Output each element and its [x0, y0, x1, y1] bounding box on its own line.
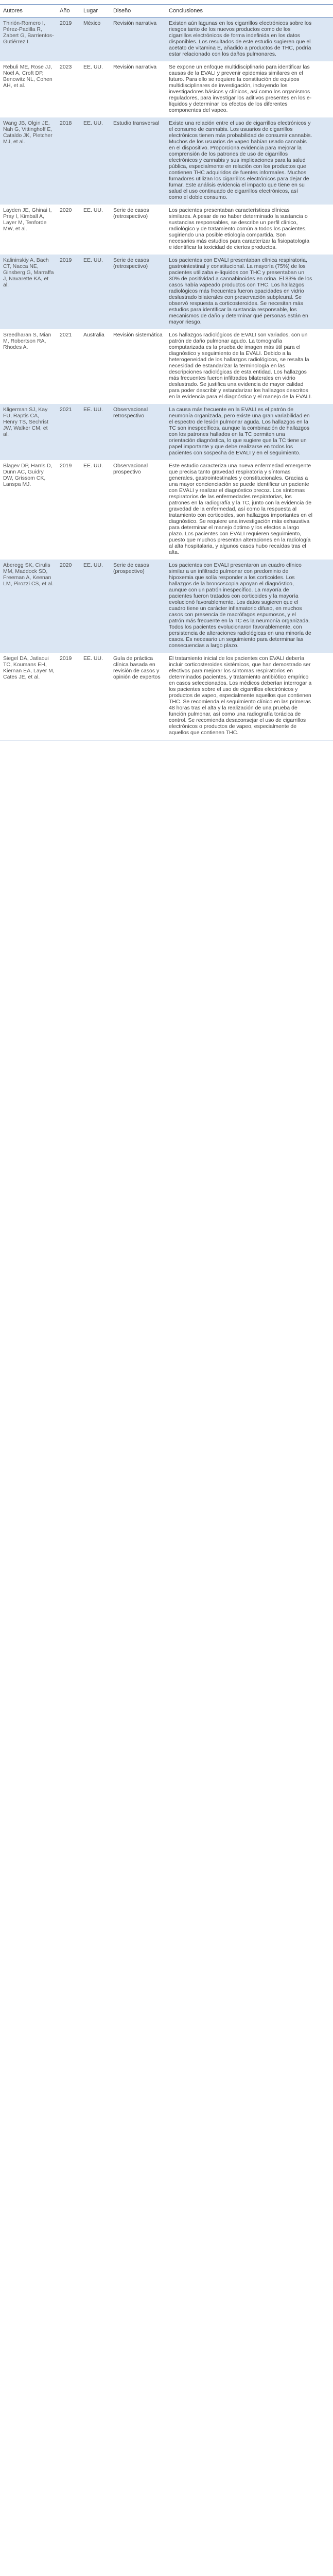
cell-conclusions: Este estudio caracteriza una nueva enfermedad emergente que precisa tanto gravedad respiratoria y síntomas generales, gastrointestinales y constitucionales. Gracias a una mayor concienciación se puede identificar un paciente con EVALI y realizar el diagnóstico precoz. Los síntomas respiratorios de las enfermedades respiratorias, los patrones en la radiografía y la TC, junto con la evidencia de gravedad de la enfermedad, así como la respuesta al tratamiento con corticoides, son hallazgos importantes en el diagnóstico. Se requiere una investigación más exhaustiva para determinar el manejo óptimo y los efectos a largo plazo. Los pacientes con EVALI requieren seguimiento, puesto que muchos presentan alteraciones en la radiología al alta hospitalaria, y algunos casos hubo recaídas tras el alta. — [166, 460, 333, 560]
table-row — [0, 61, 333, 117]
cell-authors: Thirión-Romero I, Pérez-Padilla R, Zabert G, Barrientos-Gutiérrez I. — [0, 18, 57, 62]
cell-conclusions: Existen aún lagunas en los cigarrillos electrónicos sobre los riesgos tanto de los nuevos productos como de los cigarrillos electrónicos de forma indefinida en los datos disponibles. Los resultados de este estudio sugieren que el acetato de vitamina E, añadido a productos de THC, podría estar relacionado con los daños pulmonares. — [166, 18, 333, 62]
cell-authors: Aberegg SK, Cirulis MM, Maddock SD, Freeman A, Keenan LM, Pirozzi CS, et al. — [0, 560, 57, 653]
cell-design: Revisión narrativa — [110, 18, 166, 62]
table-header — [0, 5, 333, 18]
cell-conclusions: Se expone un enfoque multidisciplinario para identificar las causas de la EVALI y prevenir epidemias similares en el futuro. Para ello se requiere la constitución de equipos multidisciplinares de investigación, incluyendo los investigadores básicos y clínicos, así como los organismos reguladores, para investigar los aditivos presentes en los e-líquidos y determinar los efectos de los diferentes componentes del vapeo. — [166, 61, 333, 117]
cell-conclusions: Los pacientes con EVALI presentaron un cuadro clínico similar a un infiltrado pulmonar con predominio de hipoxemia que solía responder a los corticoides. Los hallazgos de la broncoscopia apoyan el diagnóstico, aunque con un patrón inespecífico. La mayoría de pacientes fueron tratados con corticoides y la mayoría evolucionó favorablemente. Los datos sugieren que el cuadro tiene un carácter inflamatorio difuso, en muchos casos con presencia de macrófagos espumosos, y el patrón más frecuente en la TC es la neumonía organizada. Todos los pacientes evolucionaron favorablemente, con persistencia de alteraciones radiológicas en una minoría de casos. Es necesario un seguimiento para determinar las consecuencias a largo plazo. — [166, 560, 333, 653]
cell-authors: Wang JB, Olgin JE, Nah G, Vittinghoff E, Cataldo JK, Pletcher MJ, et al. — [0, 117, 57, 205]
cell-authors: Kligerman SJ, Kay FU, Raptis CA, Henry TS, Sechrist JW, Walker CM, et al. — [0, 404, 57, 460]
header-authors: Autores — [0, 5, 57, 18]
cell-design: Serie de casos (retrospectivo) — [110, 205, 166, 255]
cell-design: Serie de casos (prospectivo) — [110, 560, 166, 653]
cell-conclusions: El tratamiento inicial de los pacientes con EVALI debería incluir corticosteroides sistémicos, que han demostrado ser efectivos para mejorar los síntomas respiratorios en determinados pacientes, y tratamiento antibiótico empírico en casos seleccionados. Los médicos deberían interrogar a los pacientes sobre el uso de cigarrillos electrónicos y productos de vapeo, especialmente aquellos que contienen THC. Se recomienda el seguimiento clínico en las primeras 48 horas tras el alta y la realización de una prueba de función pulmonar, así como una radiografía torácica de control. Se recomienda desaconsejar el uso de cigarrillos electrónicos o productos de vapeo, especialmente de aquellos que contienen THC. — [166, 653, 333, 740]
table-row — [0, 653, 333, 740]
cell-design: Revisión sistemática — [110, 329, 166, 404]
header-conclusions: Conclusiones — [166, 5, 333, 18]
cell-place: EE. UU. — [80, 61, 110, 117]
header-design: Diseño — [110, 5, 166, 18]
cell-year: 2019 — [57, 460, 80, 560]
cell-authors: Kalininskiy A, Bach CT, Nacca NE, Ginsberg G, Marraffa J, Navarette KA, et al. — [0, 255, 57, 329]
cell-place: EE. UU. — [80, 205, 110, 255]
table-row — [0, 255, 333, 329]
cell-design: Estudio transversal — [110, 117, 166, 205]
cell-year: 2019 — [57, 653, 80, 740]
cell-authors: Sreedharan S, Mian M, Robertson RA, Rhodes A. — [0, 329, 57, 404]
cell-authors: Siegel DA, Jatlaoui TC, Koumans EH, Kiernan EA, Layer M, Cates JE, et al. — [0, 653, 57, 740]
table-row — [0, 117, 333, 205]
cell-place: EE. UU. — [80, 653, 110, 740]
table-row — [0, 329, 333, 404]
cell-place: EE. UU. — [80, 404, 110, 460]
cell-place: EE. UU. — [80, 255, 110, 329]
cell-year: 2020 — [57, 560, 80, 653]
literature-table — [0, 4, 333, 740]
header-year: Año — [57, 5, 80, 18]
cell-year: 2019 — [57, 18, 80, 62]
cell-year: 2018 — [57, 117, 80, 205]
cell-place: EE. UU. — [80, 460, 110, 560]
cell-conclusions: Existe una relación entre el uso de cigarrillos electrónicos y el consumo de cannabis. Los usuarios de cigarrillos electrónicos tienen más probabilidad de consumir cannabis. Muchos de los usuarios de vapeo habían usado cannabis en el dispositivo. Proporciona evidencia para mejorar la comprensión de los patrones de uso de cigarrillos electrónicos y cannabis y sus implicaciones para la salud pública, especialmente en relación con los productos que contienen THC adquiridos de fuentes informales. Muchos fumadores utilizan los cigarrillos electrónicos para dejar de fumar. Este análisis evidencia el impacto que tiene en su salud el uso continuado de cigarrillos electrónicos, así como el doble consumo. — [166, 117, 333, 205]
cell-conclusions: Los pacientes presentaban características clínicas similares. A pesar de no haber determinado la sustancia o sustancias responsables, se describe un perfil clínico, radiológico y de tratamiento común a todos los pacientes, sugiriendo una posible etiología compartida. Son necesarios más estudios para caracterizar la fisiopatología e identificar la toxicidad de ciertos productos. — [166, 205, 333, 255]
cell-year: 2021 — [57, 404, 80, 460]
document-page — [0, 0, 333, 740]
cell-conclusions: La causa más frecuente en la EVALI es el patrón de neumonía organizada, pero existe una gran variabilidad en el espectro de lesión pulmonar aguda. Los hallazgos en la TC son inespecíficos, aunque la combinación de hallazgos con los patrones hallados en la TC permiten una orientación diagnóstica, lo que sugiere que la TC tiene un papel importante y que debe realizarse en todos los pacientes con sospecha de EVALI y en el seguimiento. — [166, 404, 333, 460]
cell-year: 2019 — [57, 255, 80, 329]
cell-conclusions: Los hallazgos radiológicos de EVALI son variados, con un patrón de daño pulmonar agudo. La tomografía computarizada es la prueba de imagen más útil para el diagnóstico y seguimiento de la EVALI. Debido a la heterogeneidad de los hallazgos radiológicos, se resalta la necesidad de estandarizar la terminología en las descripciones radiológicas de esta entidad. Los hallazgos más frecuentes fueron infiltrados bilaterales en vidrio deslustrado. Se justifica una evidencia de mayor calidad para poder describir y estandarizar los hallazgos descritos en la evidencia para el diagnóstico y el manejo de la EVALI. — [166, 329, 333, 404]
table-row — [0, 18, 333, 62]
cell-place: EE. UU. — [80, 560, 110, 653]
cell-place: EE. UU. — [80, 117, 110, 205]
cell-place: México — [80, 18, 110, 62]
table-body — [0, 18, 333, 740]
cell-authors: Layden JE, Ghinai I, Pray I, Kimball A, Layer M, Tenforde MW, et al. — [0, 205, 57, 255]
cell-year: 2020 — [57, 205, 80, 255]
cell-design: Serie de casos (retrospectivo) — [110, 255, 166, 329]
table-row — [0, 560, 333, 653]
table-row — [0, 460, 333, 560]
cell-authors: Blagev DP, Harris D, Dunn AC, Guidry DW, Grissom CK, Lanspa MJ. — [0, 460, 57, 560]
cell-design: Observacional retrospectivo — [110, 404, 166, 460]
cell-design: Guía de práctica clínica basada en revisión de casos y opinión de expertos — [110, 653, 166, 740]
table-row — [0, 404, 333, 460]
cell-authors: Rebuli ME, Rose JJ, Noël A, Croft DP, Benowitz NL, Cohen AH, et al. — [0, 61, 57, 117]
cell-year: 2021 — [57, 329, 80, 404]
cell-place: Australia — [80, 329, 110, 404]
cell-year: 2023 — [57, 61, 80, 117]
header-place: Lugar — [80, 5, 110, 18]
cell-design: Revisión narrativa — [110, 61, 166, 117]
cell-conclusions: Los pacientes con EVALI presentaban clínica respiratoria, gastrointestinal y constitucional. La mayoría (75%) de los pacientes utilizaba e-líquidos con THC y presentaban un 30% de positividad a cannabinoides en orina. El 83% de los casos había vapeado productos con THC. Los hallazgos radiológicos más frecuentes fueron opacidades en vidrio deslustrado bilaterales con preservación subpleural. Se observó respuesta a corticosteroides. Se necesitan más estudios para identificar la sustancia responsable, los mecanismos de daño y determinar qué personas están en mayor riesgo. — [166, 255, 333, 329]
cell-design: Observacional prospectivo — [110, 460, 166, 560]
table-row — [0, 205, 333, 255]
